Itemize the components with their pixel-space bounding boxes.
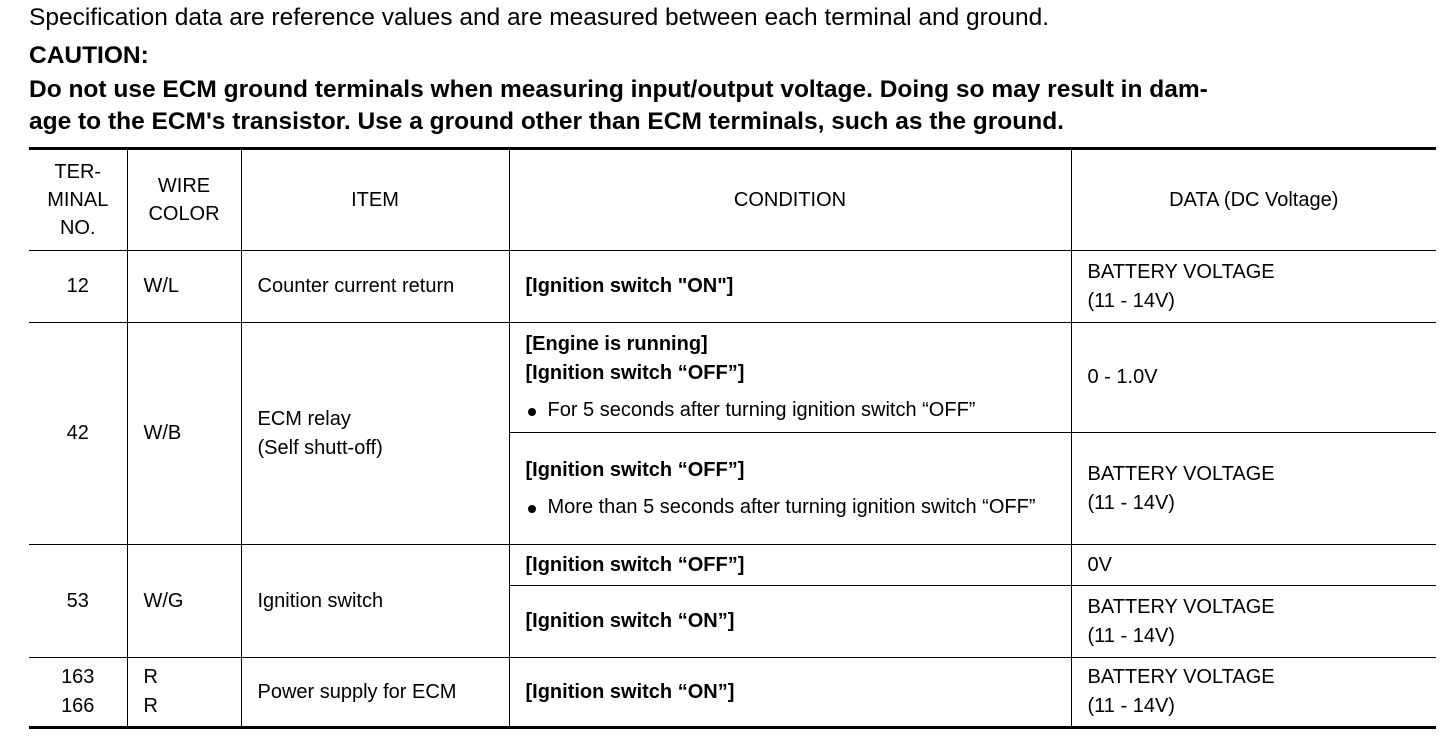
table-row	[29, 658, 1436, 728]
item-cell: Counter current return	[241, 251, 509, 323]
item-cell: Ignition switch	[241, 545, 509, 658]
table-row	[29, 323, 1436, 433]
condition-cell	[509, 323, 1071, 433]
condition-cell	[509, 433, 1071, 545]
table-row	[29, 251, 1436, 323]
header-wire-color: WIRE COLOR	[127, 149, 241, 251]
caution-line: Do not use ECM ground terminals when measuring input/output voltage. Doing so may result in dam-	[29, 76, 1208, 103]
bullet-icon	[528, 408, 536, 416]
caution-title: CAUTION:	[29, 42, 149, 69]
terminal-no-cell: 42	[29, 323, 127, 545]
item-cell: ECM relay (Self shutt-off)	[241, 323, 509, 545]
terminal-no-cell: 53	[29, 545, 127, 658]
condition-bold: [Ignition switch “OFF”]	[525, 553, 745, 576]
header-condition: CONDITION	[509, 149, 1071, 251]
condition-bullet: More than 5 seconds after turning ignition switch “OFF”	[526, 493, 1055, 522]
condition-bullet: For 5 seconds after turning ignition switch “OFF”	[526, 396, 1055, 425]
condition-bold: [Ignition switch “ON”]	[525, 680, 735, 703]
condition-bold: [Ignition switch “OFF”]	[525, 362, 745, 384]
condition-cell	[509, 658, 1071, 728]
data-cell: BATTERY VOLTAGE (11 - 14V)	[1071, 251, 1436, 323]
condition-bold: [Ignition switch “OFF”]	[525, 458, 745, 481]
table-header-row	[29, 149, 1436, 251]
header-terminal-no: TER- MINAL NO.	[29, 149, 127, 251]
data-cell: 0V	[1071, 545, 1436, 586]
condition-cell	[509, 545, 1071, 586]
terminal-no-cell: 12	[29, 251, 127, 323]
wire-color-cell: W/G	[127, 545, 241, 658]
bullet-icon	[528, 505, 536, 513]
caution-line: age to the ECM's transistor. Use a ground other than ECM terminals, such as the ground.	[29, 108, 1064, 135]
table-row	[29, 545, 1436, 586]
data-cell: 0 - 1.0V	[1071, 323, 1436, 433]
wire-color-cell: W/B	[127, 323, 241, 545]
header-data: DATA (DC Voltage)	[1071, 149, 1436, 251]
condition-bold: [Engine is running]	[525, 333, 708, 355]
terminal-spec-table	[29, 147, 1436, 729]
terminal-no-cell: 163 166	[29, 658, 127, 728]
condition-bold: [Ignition switch “ON”]	[525, 610, 735, 632]
caution-text	[29, 74, 1439, 138]
condition-bold: [Ignition switch "ON"]	[525, 275, 734, 297]
condition-cell	[509, 251, 1071, 323]
wire-color-cell: R R	[127, 658, 241, 728]
condition-cell	[509, 586, 1071, 658]
data-cell: BATTERY VOLTAGE (11 - 14V)	[1071, 658, 1436, 728]
data-cell: BATTERY VOLTAGE (11 - 14V)	[1071, 433, 1436, 545]
item-cell: Power supply for ECM	[241, 658, 509, 728]
data-cell: BATTERY VOLTAGE (11 - 14V)	[1071, 586, 1436, 658]
intro-text: Specification data are reference values and are measured between each terminal and ground.	[29, 4, 1050, 31]
wire-color-cell: W/L	[127, 251, 241, 323]
header-item: ITEM	[241, 149, 509, 251]
